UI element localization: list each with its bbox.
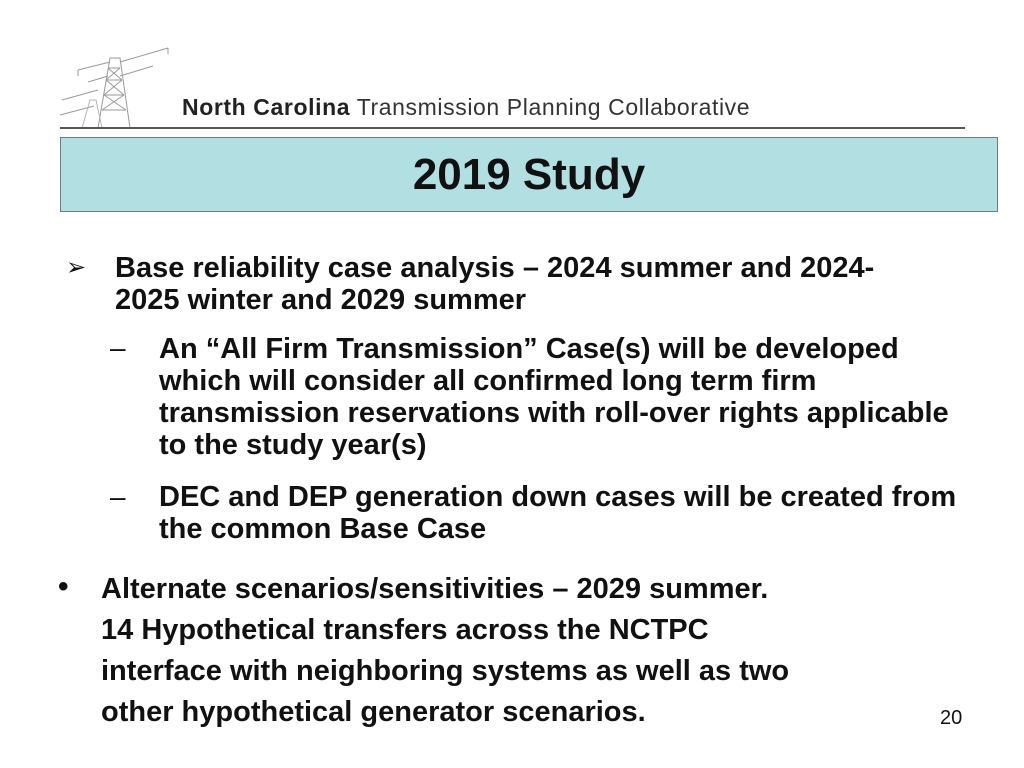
transmission-tower-icon [58,40,178,130]
arrow-bullet-icon: ➢ [66,254,87,281]
org-name-bold: North Carolina [182,94,351,120]
bullet-line: interface with neighboring systems as well as two [101,655,790,687]
organization-name [182,94,750,121]
title-banner [60,137,998,212]
slide-title: 2019 Study [412,149,646,199]
dash-bullet-icon: – [110,332,126,363]
sub-bullet-all-firm: An “All Firm Transmission” Case(s) will be developed which will consider all confirmed long term firm transmission reservations with roll-over rights applicable to the study year(s) [159,333,949,461]
bullet-alternate-scenarios [101,569,941,733]
dash-bullet-icon: – [110,481,126,512]
org-name-light: Transmission Planning Collaborative [356,94,751,120]
page-number: 20 [940,707,963,729]
bullet-line: Alternate scenarios/sensitivities – 2029 summer. [101,573,769,605]
bullet-line: 14 Hypothetical transfers across the NCTPC [101,614,709,646]
sub-bullet-generation-down: DEC and DEP generation down cases will be created from the common Base Case [159,481,957,545]
dot-bullet-icon: • [58,570,69,603]
header-divider [60,127,965,129]
bullet-line: other hypothetical generator scenarios. [101,696,646,728]
bullet-base-reliability: Base reliability case analysis – 2024 summer and 2024-2025 winter and 2029 summer [115,252,875,316]
